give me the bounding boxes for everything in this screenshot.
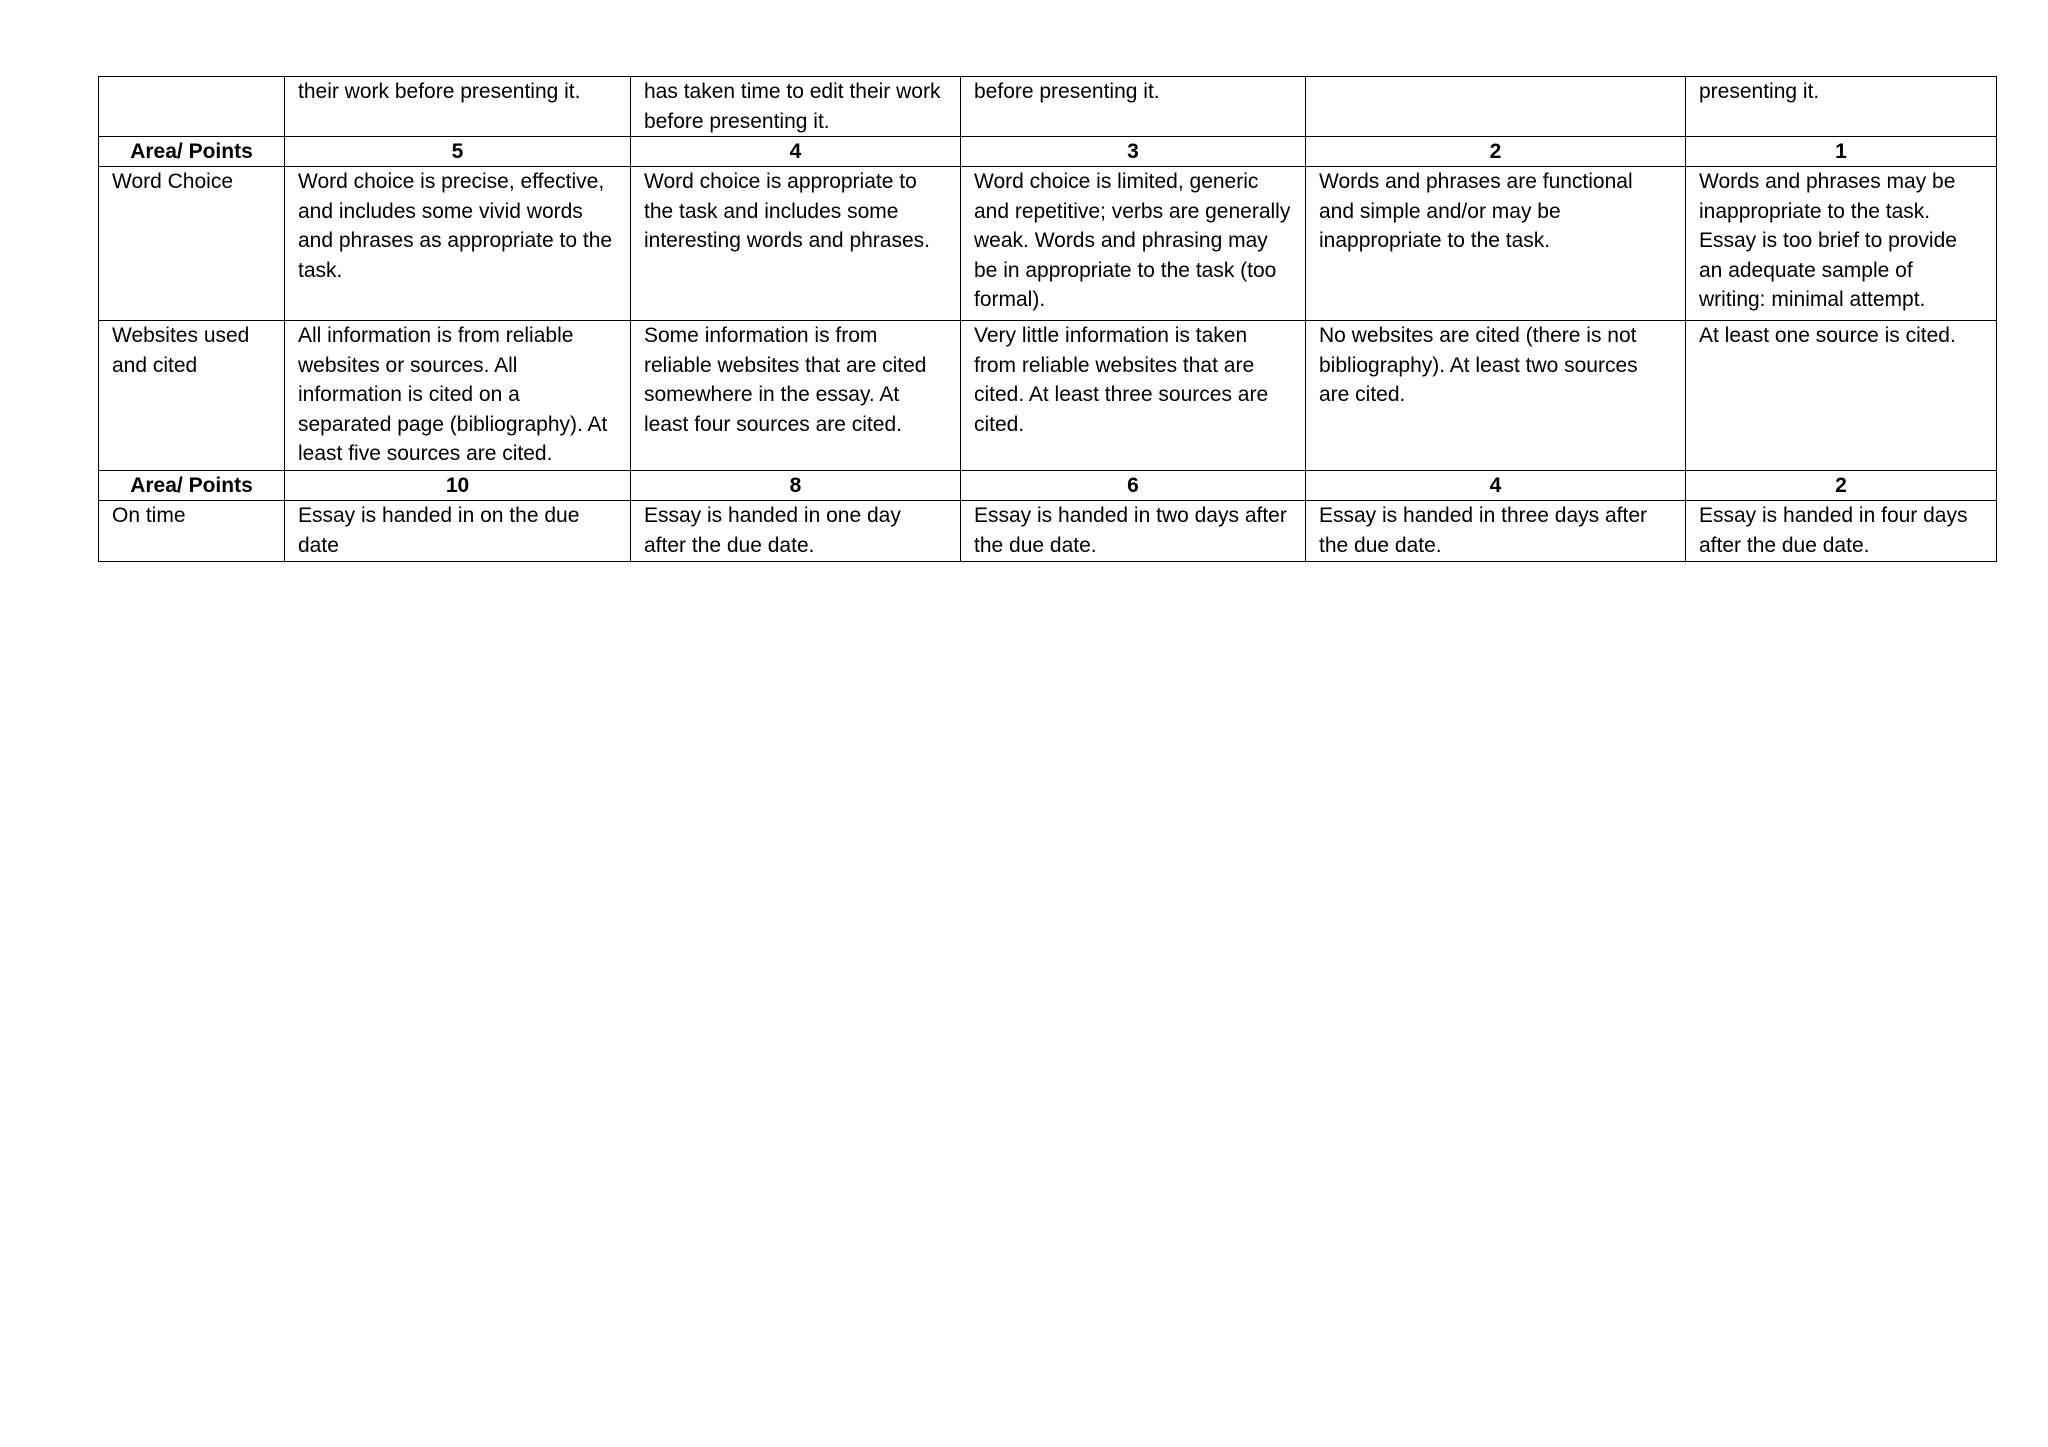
points-header-cell: 1 xyxy=(1686,137,1997,167)
criteria-cell: Word choice is appropriate to the task and includes some interesting words and phrases. xyxy=(631,167,961,321)
points-header-cell: 2 xyxy=(1306,137,1686,167)
points-header-cell: 4 xyxy=(1306,471,1686,501)
area-points-label: Area/ Points xyxy=(99,471,285,501)
points-header-cell: 3 xyxy=(961,137,1306,167)
criteria-cell: before presenting it. xyxy=(961,77,1306,137)
criteria-cell: Words and phrases are functional and simple and/or may be inappropriate to the task. xyxy=(1306,167,1686,321)
criteria-cell: All information is from reliable websites or sources. All information is cited on a separated page (bibliography). At least five sources are cited. xyxy=(285,321,631,471)
area-cell xyxy=(99,77,285,137)
criteria-cell: Very little information is taken from reliable websites that are cited. At least three sources are cited. xyxy=(961,321,1306,471)
criteria-cell: Essay is handed in two days after the due date. xyxy=(961,501,1306,562)
criteria-cell: presenting it. xyxy=(1686,77,1997,137)
points-header-cell: 6 xyxy=(961,471,1306,501)
table-row-word-choice xyxy=(99,167,1997,321)
criteria-cell: No websites are cited (there is not bibliography). At least two sources are cited. xyxy=(1306,321,1686,471)
criteria-cell xyxy=(1306,77,1686,137)
area-points-label: Area/ Points xyxy=(99,137,285,167)
criteria-cell: has taken time to edit their work before presenting it. xyxy=(631,77,961,137)
table-row-websites xyxy=(99,321,1997,471)
area-cell: Word Choice xyxy=(99,167,285,321)
criteria-cell: Some information is from reliable websites that are cited somewhere in the essay. At least four sources are cited. xyxy=(631,321,961,471)
points-header-cell: 5 xyxy=(285,137,631,167)
criteria-cell: Essay is handed in on the due date xyxy=(285,501,631,562)
points-header-row xyxy=(99,137,1997,167)
table-row-on-time xyxy=(99,501,1997,562)
area-cell: Websites used and cited xyxy=(99,321,285,471)
points-header-row xyxy=(99,471,1997,501)
criteria-cell: Essay is handed in three days after the due date. xyxy=(1306,501,1686,562)
points-header-cell: 2 xyxy=(1686,471,1997,501)
table-row-continued xyxy=(99,77,1997,137)
points-header-cell: 10 xyxy=(285,471,631,501)
criteria-cell: Essay is handed in four days after the due date. xyxy=(1686,501,1997,562)
rubric-table xyxy=(98,76,1997,562)
criteria-cell: Word choice is limited, generic and repetitive; verbs are generally weak. Words and phrasing may be in appropriate to the task (too formal). xyxy=(961,167,1306,321)
criteria-cell: At least one source is cited. xyxy=(1686,321,1997,471)
points-header-cell: 4 xyxy=(631,137,961,167)
criteria-cell: Essay is handed in one day after the due date. xyxy=(631,501,961,562)
criteria-cell: Words and phrases may be inappropriate to the task. Essay is too brief to provide an adequate sample of writing: minimal attempt. xyxy=(1686,167,1997,321)
criteria-cell: Word choice is precise, effective, and includes some vivid words and phrases as appropriate to the task. xyxy=(285,167,631,321)
area-cell: On time xyxy=(99,501,285,562)
criteria-cell: their work before presenting it. xyxy=(285,77,631,137)
points-header-cell: 8 xyxy=(631,471,961,501)
